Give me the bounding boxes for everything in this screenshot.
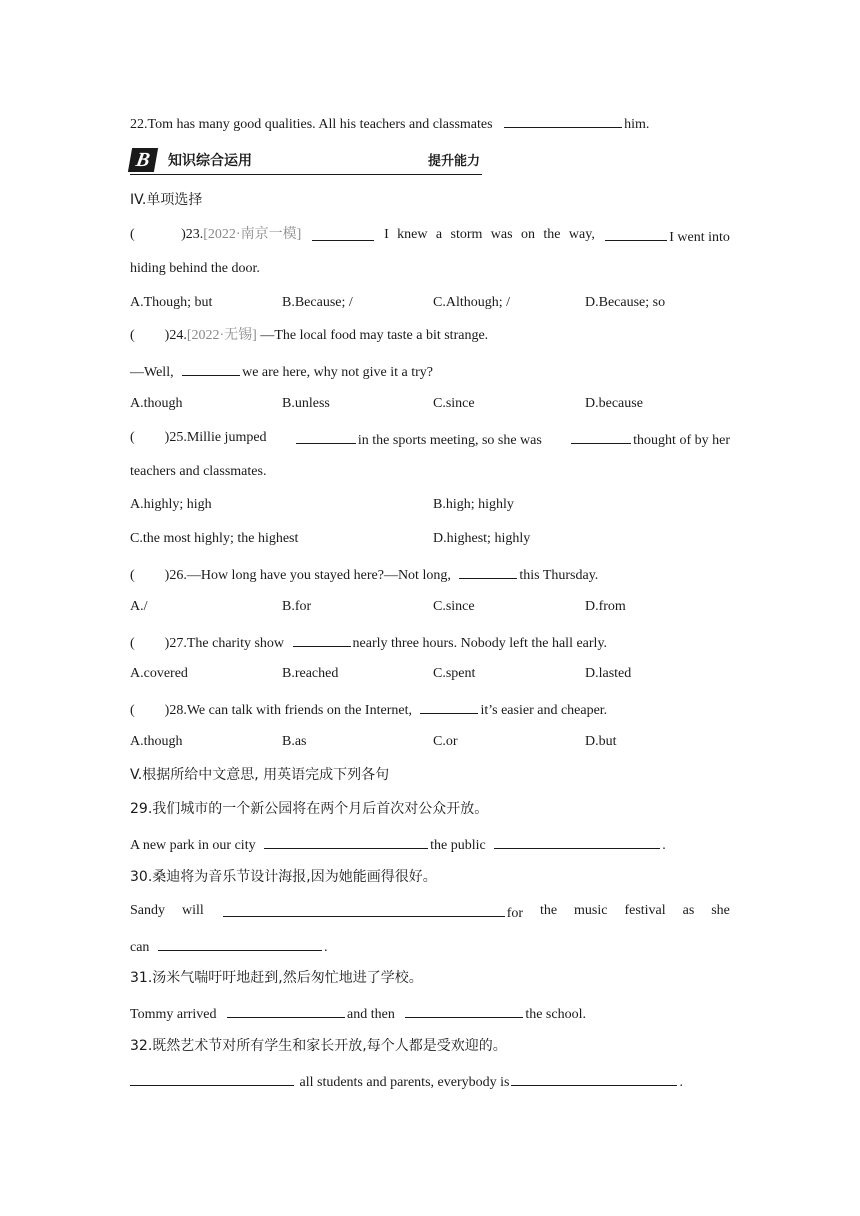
question-28: ( )28.We can talk with friends on the Internet, it’s easier and cheaper. [130,699,607,720]
q27-option-a[interactable]: A.covered [130,666,188,681]
q24-source: [2022·无锡] [186,328,257,343]
section-v-heading: V.根据所给中文意思, 用英语完成下列各句 [130,767,390,783]
q32-english: all students and parents, everybody is . [130,1071,683,1092]
q32-blank-1[interactable] [130,1071,294,1086]
q28-option-a[interactable]: A.though [130,734,183,749]
section-level: 提升能力 [427,154,480,169]
q26-option-a[interactable]: A./ [130,599,148,614]
q23-blank-2[interactable] [605,226,667,241]
section-title: 知识综合运用 [168,153,252,169]
q26-option-d[interactable]: D.from [585,599,626,614]
q22-blank[interactable] [504,113,622,128]
q32-blank-2[interactable] [511,1071,677,1086]
q25-line-2: teachers and classmates. [130,464,267,479]
q30-blank-2[interactable] [158,936,322,951]
q25-option-c[interactable]: C.the most highly; the highest [130,531,299,546]
q22-text: 22.Tom has many good qualities. All his teachers and classmates [130,117,493,132]
q26-option-b[interactable]: B.for [282,599,312,614]
q31-chinese: 31.汤米气喘吁吁地赶到,然后匆忙地进了学校。 [130,970,423,986]
q30-blank-1[interactable] [223,902,505,917]
q24-option-c[interactable]: C.since [433,396,475,411]
q27-blank[interactable] [293,632,351,647]
q27-option-c[interactable]: C.spent [433,666,476,681]
section-badge: B [128,148,158,172]
q24-option-d[interactable]: D.because [585,396,643,411]
q31-blank-1[interactable] [227,1003,345,1018]
section-banner [130,146,482,175]
q29-blank-2[interactable] [494,834,660,849]
q23-blank-1[interactable] [312,226,374,241]
q27-option-d[interactable]: D.lasted [585,666,632,681]
q25-blank-2[interactable] [571,429,631,444]
q22-end: him. [624,117,650,132]
q23-line-2: hiding behind the door. [130,261,260,276]
q29-chinese: 29.我们城市的一个新公园将在两个月后首次对公众开放。 [130,801,489,817]
question-25: ( )25.Millie jumped in the sports meeting, so she was thought of by her [130,430,730,448]
q23-option-a[interactable]: A.Though; but [130,295,213,310]
q23-source: [2022·南京一模] [203,227,302,242]
q28-blank[interactable] [420,699,478,714]
q23-option-d[interactable]: D.Because; so [585,295,666,310]
q31-blank-2[interactable] [405,1003,523,1018]
q28-option-c[interactable]: C.or [433,734,458,749]
q30-chinese: 30.桑迪将为音乐节设计海报,因为她能画得很好。 [130,869,437,885]
q28-option-b[interactable]: B.as [282,734,307,749]
q29-english: A new park in our city the public . [130,834,666,855]
q25-option-d[interactable]: D.highest; highly [433,531,531,546]
q23-option-c[interactable]: C.Although; / [433,295,511,310]
section-iv-heading: IV.单项选择 [130,192,203,208]
q30-line-2: can . [130,936,327,957]
q31-english: Tommy arrived and then the school. [130,1003,586,1024]
q29-blank-1[interactable] [264,834,428,849]
question-22 [130,113,649,134]
q30-english: Sandy will for the music festival as she [130,903,730,921]
q27-option-b[interactable]: B.reached [282,666,339,681]
q32-chinese: 32.既然艺术节对所有学生和家长开放,每个人都是受欢迎的。 [130,1038,507,1054]
q24-option-b[interactable]: B.unless [282,396,330,411]
q25-option-b[interactable]: B.high; highly [433,497,514,512]
q25-option-a[interactable]: A.highly; high [130,497,212,512]
q26-option-c[interactable]: C.since [433,599,475,614]
q24-line-2: —Well, we are here, why not give it a try? [130,361,433,382]
question-24: ( )24.[2022·无锡] —The local food may taste a bit strange. [130,328,489,343]
q25-blank-1[interactable] [296,429,356,444]
q28-option-d[interactable]: D.but [585,734,617,749]
question-27: ( )27.The charity show nearly three hours. Nobody left the hall early. [130,632,607,653]
q24-blank[interactable] [182,361,240,376]
question-23: ( )23.[2022·南京一模] I knew a storm was on the way, I went into [130,227,730,245]
q26-blank[interactable] [459,564,517,579]
q23-option-b[interactable]: B.Because; / [282,295,353,310]
question-26: ( )26.—How long have you stayed here?—Not long, this Thursday. [130,564,598,585]
q24-option-a[interactable]: A.though [130,396,183,411]
